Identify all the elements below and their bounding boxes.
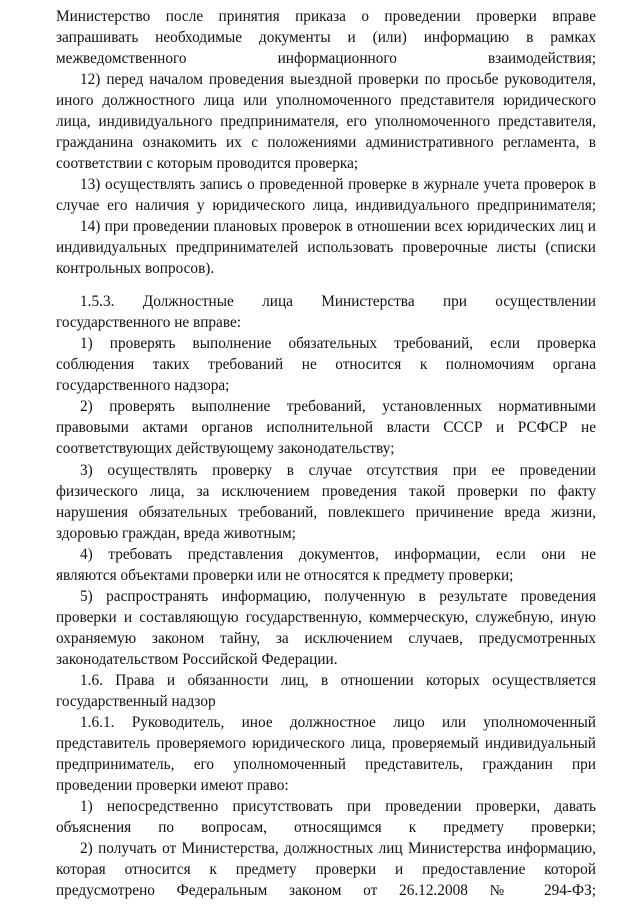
text-line: предусмотрено Федеральным законом от 26.12.2008 № 294-ФЗ; — [56, 882, 596, 899]
text-line: индивидуальных предпринимателей использовать проверочные листы (списки — [56, 239, 596, 256]
text-line: государственного надзора; — [56, 377, 230, 394]
text-line: проверки и составляющую государственную, коммерческую, служебную, иную — [56, 609, 596, 626]
text-line: государственный надзор — [56, 693, 216, 710]
text-line: соответствующих действующему законодательству; — [56, 440, 395, 457]
text-line: запрашивать необходимые документы и (или) информацию в рамках — [56, 29, 596, 46]
text-line: 3) осуществлять проверку в случае отсутствия при ее проведении — [80, 462, 596, 479]
text-line: государственного не вправе: — [56, 314, 242, 331]
text-line: 1.6. Права и обязанности лиц, в отношении которых осуществляется — [80, 672, 596, 689]
text-line: 1.6.1. Руководитель, иное должностное лицо или уполномоченный — [80, 714, 596, 731]
text-line: лица, индивидуального предпринимателя, его уполномоченного представителя, — [56, 113, 596, 130]
text-line: охраняемую законом тайну, за исключением случаев, предусмотренных — [56, 630, 596, 647]
text-line: соблюдения таких требований не относится к полномочиям органа — [56, 356, 596, 373]
text-line: предприниматель, его уполномоченный представитель, гражданин при — [56, 756, 596, 773]
text-line: проведении проверки имеют право: — [56, 777, 289, 794]
text-line: межведомственного информационного взаимодействия; — [56, 50, 596, 67]
text-line: 4) требовать представления документов, информации, если они не — [80, 546, 596, 563]
text-line: 1.5.3. Должностные лица Министерства при осуществлении — [80, 293, 596, 310]
text-line: соответствии с которым проводится проверка; — [56, 155, 359, 172]
text-line: 13) осуществлять запись о проведенной проверке в журнале учета проверок в — [80, 176, 596, 193]
text-line: 1) проверять выполнение обязательных требований, если проверка — [80, 335, 596, 352]
text-line: физического лица, за исключением проведения такой проверки по факту — [56, 483, 596, 500]
text-line: иного должностного лица или уполномоченного представителя юридического — [56, 92, 596, 109]
text-line: здоровью граждан, вреда животным; — [56, 525, 296, 542]
text-line: 2) проверять выполнение требований, установленных нормативными — [80, 398, 596, 415]
text-line: 14) при проведении плановых проверок в отношении всех юридических лиц и — [80, 218, 596, 235]
text-line: законодательством Российской Федерации. — [56, 651, 338, 668]
text-line: являются объектами проверки или не относятся к предмету проверки; — [56, 567, 514, 584]
text-line: 12) перед началом проведения выездной проверки по просьбе руководителя, — [80, 71, 596, 88]
text-line: нарушения обязательных требований, повлекшего причинение вреда жизни, — [56, 504, 596, 521]
text-line: случае его наличия у юридического лица, индивидуального предпринимателя; — [56, 197, 596, 214]
text-line: Министерство после принятия приказа о проведении проверки вправе — [56, 8, 596, 25]
text-line: контрольных вопросов). — [56, 260, 215, 277]
text-line: правовыми актами органов исполнительной власти СССР и РСФСР не — [56, 419, 596, 436]
text-line: представитель проверяемого юридического лица, проверяемый индивидуальный — [56, 735, 596, 752]
text-line: гражданина ознакомить их с положениями административного регламента, в — [56, 134, 596, 151]
text-line: 1) непосредственно присутствовать при проведении проверки, давать — [80, 798, 596, 815]
text-line: 5) распространять информацию, полученную в результате проведения — [80, 588, 596, 605]
text-line: 2) получать от Министерства, должностных лиц Министерства информацию, — [80, 840, 596, 857]
text-line: которая относится к предмету проверки и предоставление которой — [56, 861, 596, 878]
text-line: объяснения по вопросам, относящимся к предмету проверки; — [56, 819, 596, 836]
